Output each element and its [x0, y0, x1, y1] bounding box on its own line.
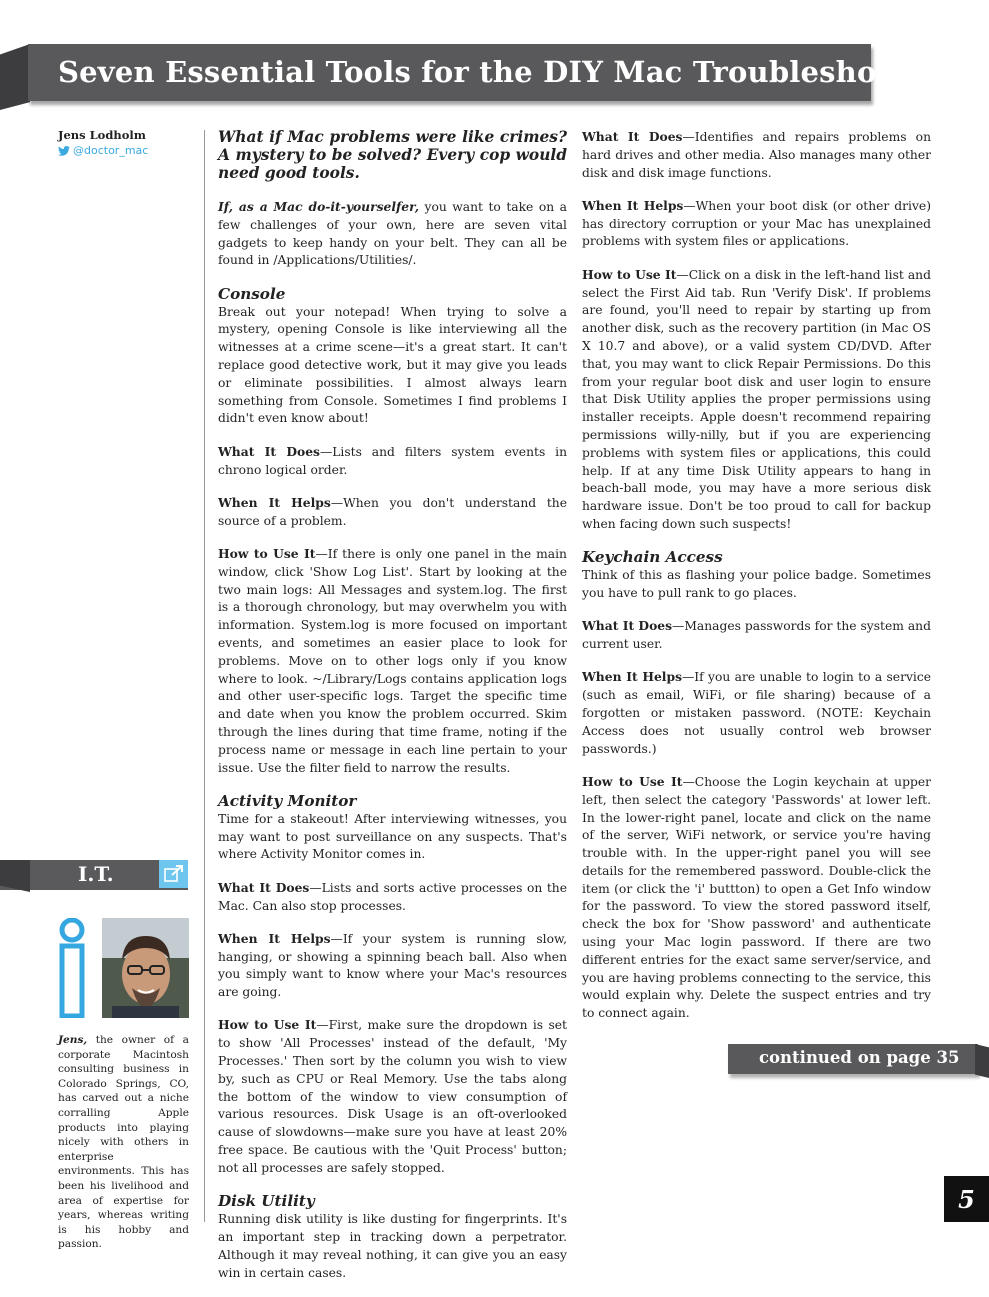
external-link-icon[interactable] [159, 860, 188, 888]
title-banner [28, 44, 944, 101]
author-block [58, 128, 189, 157]
author-name: Jens Lodholm [58, 128, 146, 142]
page-number: 5 [944, 1176, 989, 1222]
disk-does: What It Does—Identifies and repairs problems on hard drives and other media. Also manages many other disk and disk image functions. [582, 129, 931, 180]
article-column-2 [582, 128, 931, 1038]
activity-helps: When It Helps—If your system is running slow, hanging, or showing a spinning beach ball. Also when you simply want to know where your Mac's resources are going. [218, 930, 567, 1000]
section-heading-activity-monitor: Activity Monitor [218, 791, 357, 810]
continued-link[interactable]: continued on page 35 [759, 1048, 960, 1067]
disk-intro: Running disk utility is like dusting for fingerprints. It's an important step in tracking down a perpetrator. Although it may reveal nothing, it can give you an easy win in certain cases. [218, 1212, 567, 1280]
keychain-helps: When It Helps—If you are unable to login to a service (such as email, WiFi, or file sharing) because of a forgotten or mistaken password. (NOTE: Keychain Access does not usually control web browser passwords.) [582, 669, 931, 756]
intro-paragraph: If, as a Mac do-it-yourselfer, you want to take on a few challenges of your own, here are seven vital gadgets to keep handy on your belt. They can all be found in /Applications/Utilities/. [218, 199, 567, 268]
console-how: How to Use It—If there is only one panel in the main window, click 'Show Log List'. Start by looking at the two main logs: All Messages and system.log. The first is a thorough chronology, but may overwhelm you with information. System.log is more focused on important events, and sometimes an easier place to look for problems. Move on to other logs only if you know where to look. ~/Library/Logs contains application logs and other user-specific logs. Target the specific time and date when you know the problem occurred. Skim through the lines during that time frame, noting if the process name or message in each line pertain to your issue. Use the filter field to narrow the results. [218, 545, 567, 775]
console-intro: Break out your notepad! When trying to solve a mystery, opening Console is like interviewing all the witnesses at a crime scene—it's a great start. It can't replace good detective work, but it may give you leads or eliminate possibilities. I almost always learn something from Console. Sometimes I find problems I didn't even know about! [218, 304, 567, 426]
disk-how: How to Use It—Click on a disk in the left-hand list and select the First Aid tab. Run 'Verify Disk'. If problems are found, you'll need to repair by starting up from another disk, such as the recovery partition (in Mac OS X 10.7 and above), or a valid system CD/DVD. After that, you may want to click Repair Permissions. Do this from your regular boot disk and user login to ensure that Disk Utility applies the proper permissions using installer receipts. Apple doesn't recommend repairing permissions willy-nilly, but if you are experiencing problems with system files or applications, this could help. If at any time Disk Utility appears to hang in beach-ball mode, you may have a more serious disk hardware issue. Don't be too proud to call for backup when facing down such suspects! [582, 266, 931, 531]
keychain-does: What It Does—Manages passwords for the system and current user. [582, 618, 931, 652]
info-icon [58, 918, 90, 1018]
console-helps: When It Helps—When you don't understand the source of a problem. [218, 494, 567, 528]
continued-banner-tail [975, 1044, 989, 1078]
section-heading-keychain-access: Keychain Access [582, 548, 723, 567]
lead-paragraph: What if Mac problems were like crimes? A mystery to be solved? Every cop would need good tools. [218, 128, 567, 182]
bio-text: the owner of a corporate Macintosh consulting business in Colorado Springs, CO, has carved out a niche corralling Apple products into playing nicely with others in enterprise environments. This has been his livelihood and area of expertise for years, whereas writing is his hobby and passion. [58, 1034, 189, 1251]
article-column-1 [218, 128, 567, 1297]
column-divider [204, 130, 205, 1222]
twitter-icon [58, 146, 70, 156]
article-title: Seven Essential Tools for the DIY Mac Troubleshooter [58, 55, 944, 89]
activity-how: How to Use It—First, make sure the dropdown is set to show 'All Processes' instead of the default, 'My Processes.' Then sort by the column you wish to view by, such as CPU or Real Memory. Use the tabs along the bottom of the window to view consumption of various resources. Disk Usage is an oft-overlooked cause of slowdowns—make sure you have at least 20% free space. Be cautious with the 'Quit Process' button; not all processes are safely stopped. [218, 1017, 567, 1175]
console-does: What It Does—Lists and filters system events in chrono logical order. [218, 443, 567, 477]
section-label: I.T. [78, 862, 114, 886]
keychain-how: How to Use It—Choose the Login keychain at upper left, then select the category 'Passwords' at lower left. In the lower-right panel, locate and click on the name of the server, WiFi network, or service you're having trouble with. In the upper-right panel you will see details for the remembered password. Double-click the item (or click the 'i' buttton) to open a Get Info window for the password. To view the stored password itself, check the box for 'Show password' and authenticate using your Mac login password. If there are two different entries for the exact same server/service, and you are having problems connecting to the service, this would explain why. Delete the suspect entries and try to connect again. [582, 773, 931, 1021]
author-photo [102, 918, 189, 1018]
keychain-intro: Think of this as flashing your police badge. Sometimes you have to pull rank to go places. [582, 568, 931, 601]
bio-name: Jens, [58, 1034, 88, 1046]
disk-helps: When It Helps—When your boot disk (or other drive) has directory corruption or your Mac has unexplained problems with system files or applications. [582, 197, 931, 249]
author-handle[interactable] [58, 144, 189, 157]
section-heading-console: Console [218, 284, 286, 303]
author-handle-text: @doctor_mac [73, 144, 149, 157]
activity-intro: Time for a stakeout! After interviewing witnesses, you may want to post surveillance on any suspects. That's where Activity Monitor comes in. [218, 811, 567, 862]
activity-does: What It Does—Lists and sorts active processes on the Mac. Can also stop processes. [218, 879, 567, 913]
banner-tail [0, 44, 30, 110]
author-bio [58, 1033, 189, 1252]
section-heading-disk-utility: Disk Utility [218, 1192, 315, 1211]
